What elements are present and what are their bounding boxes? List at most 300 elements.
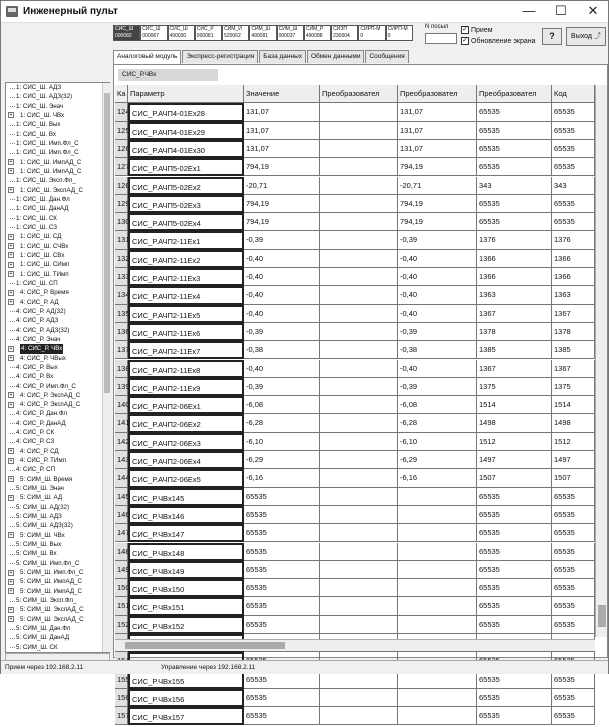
- converter-cell: [320, 140, 398, 158]
- parameter-cell: СИС_Р.АЧП2-11Ех1: [128, 231, 244, 249]
- status-cell-name: СИМ_Ш: [251, 26, 271, 32]
- maximize-button[interactable]: ☐: [555, 3, 567, 18]
- tree-item-label: 5: СИМ_Ш. ЭкспАД_С: [20, 606, 84, 614]
- row-index: 156: [115, 689, 128, 707]
- status-cell[interactable]: [113, 25, 140, 41]
- tree-item[interactable]: [6, 568, 109, 577]
- tree-item[interactable]: [6, 186, 109, 195]
- npos-input[interactable]: [425, 33, 457, 44]
- converter-cell: [320, 561, 398, 579]
- tree-item[interactable]: [6, 139, 109, 148]
- tree-item[interactable]: [6, 475, 109, 484]
- tree-item-label: 1: СИС_Ш. АДЗ: [16, 84, 62, 91]
- tree-item-label: 5: СИМ_Ш. АДЗ(32): [16, 522, 73, 530]
- converter-cell: 65535: [477, 616, 552, 634]
- row-index: 140: [115, 396, 128, 414]
- code-cell: 65535: [552, 506, 595, 524]
- tree-item[interactable]: [6, 335, 109, 344]
- code-cell: 65535: [552, 543, 595, 561]
- tree-item[interactable]: [6, 615, 109, 624]
- converter-cell: -0,40: [398, 286, 477, 304]
- tree-item-label: 5: СИМ_Ш. АД(32): [16, 503, 70, 511]
- expand-icon[interactable]: +: [9, 355, 13, 362]
- device-tree[interactable]: [5, 82, 110, 653]
- tree-item[interactable]: [6, 326, 109, 335]
- parameter-cell: СИС_Р.АЧП5-02Ех3: [128, 195, 244, 213]
- converter-cell: 65535: [477, 158, 552, 176]
- row-index: 124: [115, 103, 128, 121]
- tree-vertical-scrollbar[interactable]: [102, 83, 111, 652]
- status-cell-name: СИС_Ш: [142, 26, 161, 32]
- tree-item-label: 5: СИМ_Ш. АД: [20, 494, 63, 502]
- minimize-button[interactable]: —: [522, 3, 536, 18]
- tree-item[interactable]: [6, 279, 109, 288]
- status-cell[interactable]: [386, 25, 413, 41]
- parameter-cell: СИС_Р.ЧВх146: [128, 506, 244, 524]
- row-index: 125: [115, 122, 128, 140]
- converter-cell: [398, 597, 477, 615]
- expand-icon[interactable]: +: [9, 569, 13, 576]
- tree-item[interactable]: [6, 391, 109, 400]
- status-cell[interactable]: [140, 25, 167, 41]
- tree-item[interactable]: [6, 307, 109, 316]
- tree-item[interactable]: [6, 344, 109, 353]
- exit-button[interactable]: [566, 27, 606, 46]
- expand-icon[interactable]: +: [9, 187, 13, 194]
- column-header[interactable]: Ка: [115, 85, 128, 103]
- converter-cell: 1498: [477, 414, 552, 432]
- tree-item[interactable]: [6, 540, 109, 549]
- tree-item[interactable]: [6, 643, 109, 652]
- value-cell: 65535: [244, 689, 320, 707]
- status-cell-value: 000037: [278, 33, 296, 39]
- row-index: 152: [115, 616, 128, 634]
- tree-item-label: 4: СИС_Р. ДанАД: [16, 419, 66, 427]
- tree-item[interactable]: [6, 288, 109, 297]
- tree-item[interactable]: [6, 484, 109, 493]
- expand-icon[interactable]: +: [9, 401, 13, 408]
- parameter-cell: СИС_Р.АЧП5-02Ех4: [128, 213, 244, 231]
- parameter-cell: СИС_Р.АЧП2-11Ех5: [128, 305, 244, 323]
- tree-item-label: 5: СИМ_Ш. Энач: [16, 485, 64, 493]
- parameter-cell: СИС_Р.ЧВх157: [128, 707, 244, 725]
- expand-icon[interactable]: +: [9, 494, 13, 501]
- tree-item[interactable]: [6, 559, 109, 568]
- tree-item-label: 1: СИС_Ш. Энач: [16, 102, 64, 110]
- converter-cell: [398, 579, 477, 597]
- value-cell: 65535: [244, 671, 320, 689]
- tree-item[interactable]: [6, 549, 109, 558]
- tree-item[interactable]: [6, 428, 109, 437]
- status-cell-name: СИЗП: [333, 26, 347, 32]
- tree-item[interactable]: [6, 596, 109, 605]
- converter-cell: [398, 689, 477, 707]
- converter-cell: [320, 616, 398, 634]
- column-header[interactable]: Преобразовател: [398, 85, 477, 103]
- tree-item-label: 5: СИМ_Ш. ИмпАД_С: [20, 587, 82, 595]
- row-index: 150: [115, 579, 128, 597]
- expand-icon[interactable]: +: [9, 588, 13, 595]
- expand-icon[interactable]: +: [9, 476, 13, 483]
- converter-cell: [320, 177, 398, 195]
- tree-item-label: 5: СИМ_Ш. Дан.Фл: [16, 625, 71, 633]
- converter-cell: 131,07: [398, 140, 477, 158]
- parameter-cell: СИС_Р.ЧВх149: [128, 561, 244, 579]
- scroll-thumb[interactable]: [598, 605, 606, 627]
- tree-item[interactable]: [6, 372, 109, 381]
- tree-item[interactable]: [6, 521, 109, 530]
- parameter-cell: СИС_Р.АЧП2-11Ех4: [128, 286, 244, 304]
- expand-icon[interactable]: +: [9, 457, 13, 464]
- tree-item[interactable]: [6, 242, 109, 251]
- code-cell: 65535: [552, 488, 595, 506]
- code-cell: 1367: [552, 360, 595, 378]
- converter-cell: 65535: [477, 140, 552, 158]
- parameter-cell: СИС_Р.АЧП2-11Ех6: [128, 323, 244, 341]
- code-cell: 65535: [552, 707, 595, 725]
- converter-cell: [398, 488, 477, 506]
- converter-cell: [320, 250, 398, 268]
- expand-icon[interactable]: +: [9, 345, 13, 352]
- status-cell[interactable]: [249, 25, 276, 41]
- status-cell-name: СИМ_Ш: [278, 26, 298, 32]
- tree-item[interactable]: [6, 102, 109, 111]
- close-button[interactable]: ✕: [587, 3, 599, 18]
- tree-item-label: 1: СИС_Ш. ЭкспАД_С: [20, 186, 83, 194]
- tree-item-label: 1: СИС_Ш. ЧВх: [20, 111, 65, 119]
- value-cell: -0,40: [244, 286, 320, 304]
- tab-1[interactable]: Экспресс-регистрация: [182, 50, 258, 63]
- tree-item-label: 4: СИС_Р. Вх: [16, 373, 54, 381]
- device-status-strip: [113, 25, 413, 41]
- status-bar: [1, 660, 608, 674]
- row-index: 148: [115, 543, 128, 561]
- tree-item[interactable]: [6, 83, 109, 92]
- column-header[interactable]: Параметр: [128, 85, 244, 103]
- tree-item[interactable]: [6, 120, 109, 129]
- converter-cell: 1514: [477, 396, 552, 414]
- row-index: 137: [115, 341, 128, 359]
- code-cell: 1514: [552, 396, 595, 414]
- value-cell: -6,10: [244, 433, 320, 451]
- converter-cell: 65535: [477, 671, 552, 689]
- tree-item-label: 5: СИМ_Ш. ИмпАД_С: [20, 578, 82, 586]
- code-cell: 1366: [552, 268, 595, 286]
- tree-item[interactable]: [6, 270, 109, 279]
- expand-icon[interactable]: +: [9, 289, 13, 296]
- tree-item[interactable]: [6, 251, 109, 260]
- row-index: 134: [115, 286, 128, 304]
- tree-item[interactable]: [6, 354, 109, 363]
- tab-0[interactable]: Аналоговый модуль: [113, 50, 181, 64]
- status-cell[interactable]: [358, 25, 385, 41]
- tree-item[interactable]: [6, 447, 109, 456]
- update-screen-checkbox[interactable]: [461, 37, 536, 45]
- value-cell: 65535: [244, 616, 320, 634]
- parameter-cell: СИС_Р.АЧП2-06Ех2: [128, 414, 244, 432]
- code-cell: 65535: [552, 689, 595, 707]
- row-index: 133: [115, 268, 128, 286]
- help-button[interactable]: ?: [542, 28, 562, 45]
- converter-cell: 794,19: [398, 195, 477, 213]
- parameter-cell: СИС_Р.АЧП2-11Ех8: [128, 360, 244, 378]
- converter-cell: [398, 543, 477, 561]
- converter-cell: [320, 543, 398, 561]
- code-cell: 65535: [552, 524, 595, 542]
- value-cell: -6,16: [244, 469, 320, 487]
- tree-item-label: 4: СИС_Р. ЭкспАД_С: [20, 391, 81, 399]
- tree-item[interactable]: [6, 167, 109, 176]
- status-cell-name: СИС_Р: [196, 26, 214, 32]
- tree-item-label: 4: СИС_Р. АДЗ: [16, 317, 59, 325]
- expand-icon[interactable]: +: [9, 159, 13, 166]
- tree-item[interactable]: [6, 382, 109, 391]
- parameter-cell: СИС_Р.АЧП2-06Ех1: [128, 396, 244, 414]
- tree-item-label: 1: СИС_Ш. СП: [16, 279, 58, 287]
- grid-vertical-scrollbar[interactable]: [595, 85, 607, 637]
- tree-item-label: 1: СИС_Ш. Имп.Фл_С: [16, 149, 79, 157]
- scroll-thumb[interactable]: [125, 642, 285, 649]
- row-index: 135: [115, 305, 128, 323]
- tree-item-label: 5: СИМ_Ш. ЧВх: [20, 531, 65, 539]
- tree-item[interactable]: [6, 363, 109, 372]
- column-header[interactable]: Код: [552, 85, 595, 103]
- parameter-cell: СИС_Р.АЧП2-11Ех2: [128, 250, 244, 268]
- converter-cell: [320, 195, 398, 213]
- tab-4[interactable]: Сообщения: [365, 50, 408, 63]
- code-cell: 1512: [552, 433, 595, 451]
- expand-icon[interactable]: +: [9, 578, 13, 585]
- code-cell: 65535: [552, 597, 595, 615]
- tree-item-label: 4: СИС_Р. Вых: [16, 363, 58, 371]
- tab-3[interactable]: Обмен данными: [307, 50, 364, 63]
- column-header[interactable]: Значение: [244, 85, 320, 103]
- tree-item-label: 4: СИС_Р. ТИмп: [20, 457, 66, 465]
- column-header[interactable]: Преобразовател: [320, 85, 398, 103]
- expand-icon[interactable]: +: [9, 448, 13, 455]
- tree-item[interactable]: [6, 605, 109, 614]
- tree-item[interactable]: [6, 400, 109, 409]
- tree-item[interactable]: [6, 409, 109, 418]
- parameter-cell: СИС_Р.ЧВх145: [128, 488, 244, 506]
- tree-item-label: 1: СИС_Ш. Вых: [16, 121, 61, 129]
- tree-item[interactable]: [6, 298, 109, 307]
- converter-cell: [398, 506, 477, 524]
- status-cell-name: СИМ_Р: [305, 26, 324, 32]
- tree-item[interactable]: [6, 176, 109, 185]
- value-cell: -0,40: [244, 305, 320, 323]
- value-cell: 794,19: [244, 195, 320, 213]
- tree-item[interactable]: [6, 232, 109, 241]
- code-cell: 1376: [552, 231, 595, 249]
- tree-item[interactable]: [6, 587, 109, 596]
- tree-item[interactable]: [6, 158, 109, 167]
- converter-cell: [320, 396, 398, 414]
- value-cell: -20,71: [244, 177, 320, 195]
- tree-item[interactable]: [6, 633, 109, 642]
- status-cell[interactable]: [304, 25, 331, 41]
- tree-item-label: 4: СИС_Р. Дан.Фл: [16, 410, 67, 418]
- converter-cell: 131,07: [398, 122, 477, 140]
- status-cell-value: 490030: [169, 33, 187, 39]
- value-cell: -0,38: [244, 341, 320, 359]
- value-cell: 794,19: [244, 213, 320, 231]
- row-index: 126: [115, 140, 128, 158]
- tree-item[interactable]: [6, 260, 109, 269]
- tree-item[interactable]: [6, 92, 109, 101]
- converter-cell: [320, 341, 398, 359]
- code-cell: 1366: [552, 250, 595, 268]
- tree-item[interactable]: [6, 465, 109, 474]
- expand-icon[interactable]: +: [9, 616, 13, 623]
- tree-item[interactable]: [6, 214, 109, 223]
- tree-item[interactable]: [6, 624, 109, 633]
- tree-item[interactable]: [6, 493, 109, 502]
- parameter-cell: СИС_Р.АЧП4-01Ех28: [128, 103, 244, 121]
- priem-label: Прием: [471, 26, 493, 34]
- grid-horizontal-scrollbar[interactable]: [115, 639, 595, 651]
- expand-icon[interactable]: +: [9, 233, 13, 240]
- value-cell: -0,39: [244, 231, 320, 249]
- tree-item-label: 1: СИС_Ш. Вх: [16, 130, 56, 138]
- tree-item[interactable]: [6, 223, 109, 232]
- code-cell: 65535: [552, 671, 595, 689]
- tree-item-label: 5: СИМ_Ш. Вх: [16, 550, 57, 558]
- code-cell: 1507: [552, 469, 595, 487]
- expand-icon[interactable]: +: [9, 299, 13, 306]
- converter-cell: 65535: [477, 213, 552, 231]
- tree-item-label: 4: СИС_Р. ЧВх: [21, 345, 63, 353]
- parameter-cell: СИС_Р.ЧВх147: [128, 524, 244, 542]
- converter-cell: 65535: [477, 707, 552, 725]
- converter-cell: 794,19: [398, 213, 477, 231]
- converter-cell: [320, 488, 398, 506]
- code-cell: 65535: [552, 616, 595, 634]
- parameter-cell: СИС_Р.АЧП5-02Ех1: [128, 158, 244, 176]
- expand-icon[interactable]: +: [9, 243, 13, 250]
- app-icon: [6, 6, 18, 17]
- tree-item[interactable]: [6, 148, 109, 157]
- converter-cell: 1507: [477, 469, 552, 487]
- tab-2[interactable]: База данных: [259, 50, 306, 63]
- tree-item[interactable]: [6, 419, 109, 428]
- expand-icon[interactable]: +: [9, 392, 13, 399]
- tree-item[interactable]: [6, 456, 109, 465]
- expand-icon[interactable]: +: [9, 112, 13, 119]
- tree-item[interactable]: [6, 316, 109, 325]
- parameter-cell: СИС_Р.АЧП4-01Ех30: [128, 140, 244, 158]
- code-cell: 1367: [552, 305, 595, 323]
- converter-cell: [320, 506, 398, 524]
- expand-icon[interactable]: +: [9, 252, 13, 259]
- converter-cell: -0,39: [398, 231, 477, 249]
- row-index: 127: [115, 158, 128, 176]
- expand-icon[interactable]: +: [9, 271, 13, 278]
- value-cell: -6,08: [244, 396, 320, 414]
- row-index: 146: [115, 506, 128, 524]
- tree-item-label: 1: СИС_Ш. СЗ: [16, 223, 57, 231]
- value-cell: 65535: [244, 597, 320, 615]
- tree-items: [6, 83, 109, 652]
- status-cell[interactable]: [331, 25, 358, 41]
- tree-item-label: 4: СИС_Р. СП: [16, 466, 56, 474]
- tree-item[interactable]: [6, 111, 109, 120]
- expand-icon[interactable]: +: [9, 532, 13, 539]
- expand-icon[interactable]: +: [9, 168, 13, 175]
- code-cell: 65535: [552, 103, 595, 121]
- parameter-cell: СИС_Р.ЧВх151: [128, 597, 244, 615]
- parameter-cell: СИС_Р.АЧП2-06Ех5: [128, 469, 244, 487]
- row-index: 157: [115, 707, 128, 725]
- row-index: 147: [115, 524, 128, 542]
- tab-bar: [113, 50, 410, 64]
- priem-checkbox[interactable]: [461, 26, 493, 34]
- expand-icon[interactable]: +: [9, 261, 13, 268]
- code-cell: 65535: [552, 213, 595, 231]
- converter-cell: 1497: [477, 451, 552, 469]
- tree-item-label: 5: СИМ_Ш. СК: [16, 643, 58, 651]
- value-cell: 65535: [244, 506, 320, 524]
- tree-item-label: 5: СИМ_Ш. Эксп.Фл_: [16, 597, 77, 605]
- tree-item[interactable]: [6, 130, 109, 139]
- converter-cell: -0,38: [398, 341, 477, 359]
- update-screen-label: Обновление экрана: [471, 37, 536, 45]
- row-index: 132: [115, 250, 128, 268]
- tree-item[interactable]: [6, 503, 109, 512]
- tree-item[interactable]: [6, 577, 109, 586]
- row-index: 128: [115, 177, 128, 195]
- status-cell[interactable]: [277, 25, 304, 41]
- status-cell-name: СИРП-М: [387, 26, 408, 32]
- converter-cell: 794,19: [398, 158, 477, 176]
- tree-item[interactable]: [6, 531, 109, 540]
- status-cell-value: 0: [387, 33, 391, 39]
- tree-item-label: 1: СИС_Ш. СД: [20, 233, 62, 241]
- parameter-cell: СИС_Р.АЧП5-02Ех2: [128, 177, 244, 195]
- tree-item-label: 4: СИС_Р. СК: [16, 429, 55, 437]
- value-cell: 131,07: [244, 140, 320, 158]
- converter-cell: [320, 122, 398, 140]
- converter-cell: -0,39: [398, 378, 477, 396]
- tree-item-label: 4: СИС_Р. СД: [20, 447, 59, 455]
- expand-icon[interactable]: +: [9, 606, 13, 613]
- tree-item[interactable]: [6, 195, 109, 204]
- converter-cell: 1378: [477, 323, 552, 341]
- converter-cell: [320, 433, 398, 451]
- tree-item-label: 5: СИМ_Ш. Имп.Фл_С: [20, 569, 84, 577]
- tree-item-label: 1: СИС_Ш. СЧВх: [20, 242, 69, 250]
- code-cell: 65535: [552, 579, 595, 597]
- converter-cell: [320, 286, 398, 304]
- converter-cell: 65535: [477, 122, 552, 140]
- status-cell[interactable]: [195, 25, 222, 41]
- converter-cell: 1366: [477, 250, 552, 268]
- tree-item[interactable]: [6, 512, 109, 521]
- status-cell[interactable]: [222, 25, 249, 41]
- converter-cell: [398, 707, 477, 725]
- tree-item-label: 1: СИС_Ш. ИмпАД_С: [20, 167, 82, 175]
- tree-item[interactable]: [6, 204, 109, 213]
- status-cell-name: СИМ_И: [224, 26, 242, 32]
- column-header[interactable]: Преобразовател: [477, 85, 552, 103]
- converter-cell: 1363: [477, 286, 552, 304]
- converter-cell: 65535: [477, 195, 552, 213]
- row-index: 139: [115, 378, 128, 396]
- row-index: 145: [115, 488, 128, 506]
- status-cell[interactable]: [168, 25, 195, 41]
- scroll-thumb[interactable]: [104, 93, 110, 393]
- tree-item[interactable]: [6, 437, 109, 446]
